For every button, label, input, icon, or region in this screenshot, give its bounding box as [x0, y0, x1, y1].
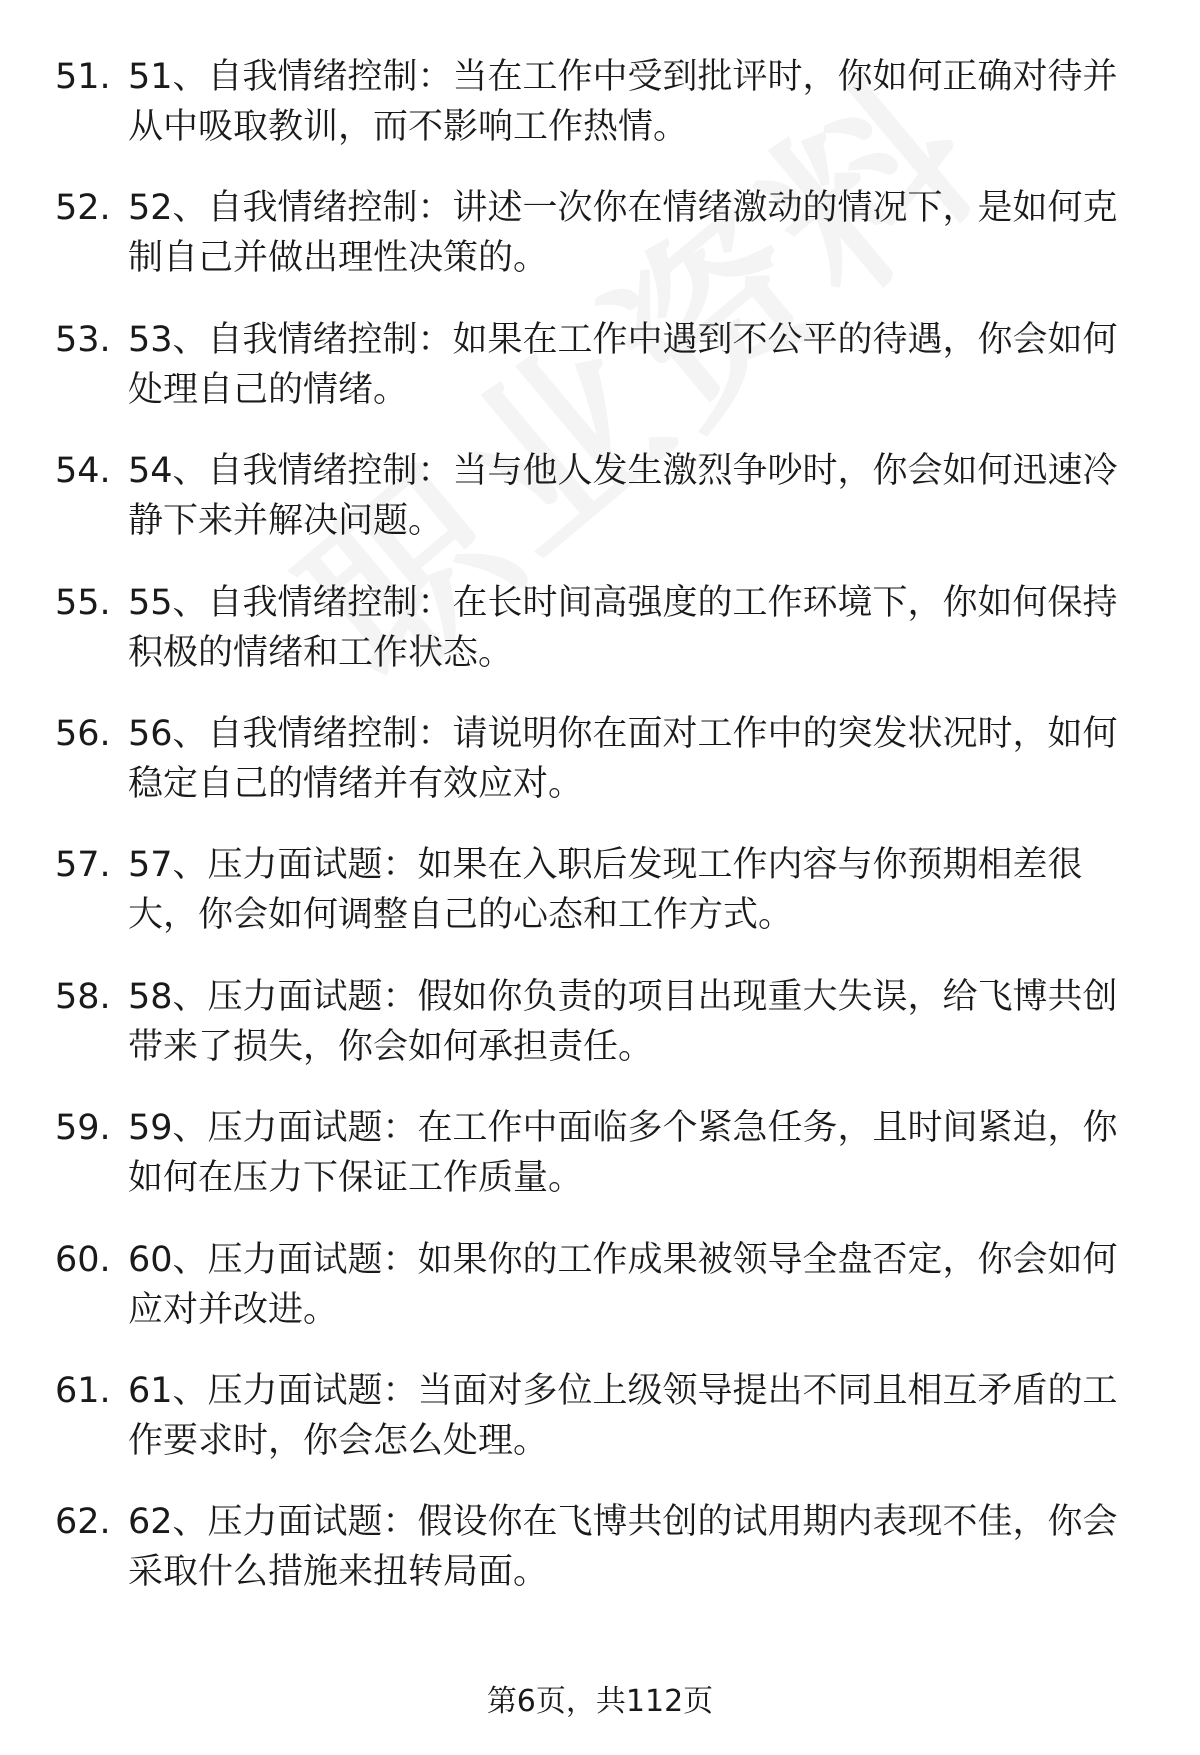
item-text — [128, 446, 1158, 546]
item-text-line: 带来了损失，你会如何承担责任。 — [128, 1026, 654, 1067]
item-text-line: 60、压力面试题：如果你的工作成果被领导全盘否定，你会如何 — [128, 1239, 1118, 1280]
list-item — [0, 1235, 1200, 1366]
item-text-line: 制自己并做出理性决策的。 — [128, 238, 549, 279]
list-item — [0, 840, 1200, 971]
item-number: 56. — [55, 713, 111, 754]
item-text-line: 57、压力面试题：如果在入职后发现工作内容与你预期相差很 — [128, 845, 1083, 886]
list-item — [0, 183, 1200, 314]
list-item — [0, 578, 1200, 709]
list-item — [0, 52, 1200, 183]
item-text — [128, 1103, 1158, 1203]
item-number: 62. — [55, 1502, 111, 1543]
item-text-line: 62、压力面试题：假设你在飞博共创的试用期内表现不佳，你会 — [128, 1502, 1118, 1543]
list-item — [0, 1497, 1200, 1628]
item-text-line: 大，你会如何调整自己的心态和工作方式。 — [128, 895, 794, 936]
item-text-line: 处理自己的情绪。 — [128, 369, 409, 410]
item-text-line: 51、自我情绪控制：当在工作中受到批评时，你如何正确对待并 — [128, 57, 1118, 97]
item-text — [128, 1497, 1158, 1597]
item-number: 54. — [55, 451, 111, 492]
item-number: 51. — [55, 57, 111, 97]
item-text-line: 稳定自己的情绪并有效应对。 — [128, 763, 584, 804]
item-number: 53. — [55, 319, 111, 360]
item-text — [128, 578, 1158, 678]
item-text-line: 如何在压力下保证工作质量。 — [128, 1158, 584, 1199]
list-item — [0, 1366, 1200, 1497]
item-number: 55. — [55, 582, 111, 623]
item-text-line: 59、压力面试题：在工作中面临多个紧急任务，且时间紧迫，你 — [128, 1108, 1118, 1149]
list-item — [0, 1103, 1200, 1234]
item-text-line: 61、压力面试题：当面对多位上级领导提出不同且相互矛盾的工 — [128, 1370, 1118, 1411]
item-text-line: 54、自我情绪控制：当与他人发生激烈争吵时，你会如何迅速冷 — [128, 451, 1118, 492]
item-text-line: 静下来并解决问题。 — [128, 501, 444, 542]
item-text — [128, 1366, 1158, 1466]
item-text-line: 56、自我情绪控制：请说明你在面对工作中的突发状况时，如何 — [128, 713, 1118, 754]
item-text-line: 53、自我情绪控制：如果在工作中遇到不公平的待遇，你会如何 — [128, 319, 1118, 360]
list-item — [0, 315, 1200, 446]
list-item — [0, 972, 1200, 1103]
item-text — [128, 52, 1158, 152]
item-number: 59. — [55, 1108, 111, 1149]
item-text — [128, 315, 1158, 415]
item-number: 52. — [55, 188, 111, 229]
page-footer: 第6页，共112页 — [486, 1684, 714, 1719]
item-text-line: 从中吸取教训，而不影响工作热情。 — [128, 107, 689, 147]
item-text-line: 采取什么措施来扭转局面。 — [128, 1552, 549, 1593]
item-text-line: 应对并改进。 — [128, 1289, 339, 1330]
item-number: 60. — [55, 1239, 111, 1280]
list-item — [0, 446, 1200, 577]
item-number: 57. — [55, 845, 111, 886]
list-item — [0, 709, 1200, 840]
item-text-line: 积极的情绪和工作状态。 — [128, 632, 514, 673]
item-text-line: 52、自我情绪控制：讲述一次你在情绪激动的情况下，是如何克 — [128, 188, 1118, 229]
item-text — [128, 183, 1158, 283]
item-number: 58. — [55, 976, 111, 1017]
item-text — [128, 1235, 1158, 1335]
item-text — [128, 972, 1158, 1072]
question-list — [0, 52, 1200, 1629]
item-number: 61. — [55, 1370, 111, 1411]
item-text-line: 作要求时，你会怎么处理。 — [128, 1420, 549, 1461]
item-text — [128, 709, 1158, 809]
item-text-line: 58、压力面试题：假如你负责的项目出现重大失误，给飞博共创 — [128, 976, 1118, 1017]
item-text — [128, 840, 1158, 940]
item-text-line: 55、自我情绪控制：在长时间高强度的工作环境下，你如何保持 — [128, 582, 1118, 623]
